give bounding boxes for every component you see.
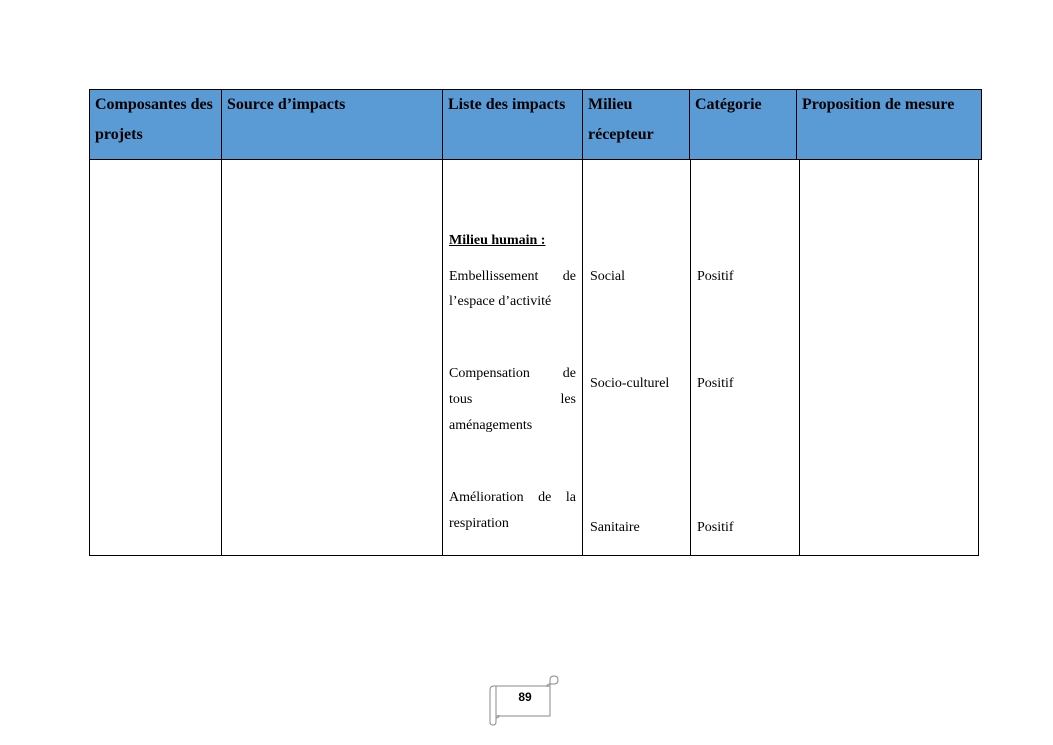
page-number-scroll xyxy=(488,672,562,726)
impact-line: l’espace d’activité xyxy=(449,294,552,309)
column-divider xyxy=(799,160,800,555)
page-number: 89 xyxy=(518,690,532,704)
column-divider xyxy=(582,160,583,555)
impact-line: aménagements xyxy=(449,418,533,433)
categorie-cell: Positif xyxy=(697,376,734,391)
impact-line: Embellissement de xyxy=(449,269,576,284)
table-header-row xyxy=(89,89,982,160)
section-heading-milieu-humain: Milieu humain : xyxy=(449,233,546,248)
header-liste-impacts: Liste des impacts xyxy=(443,90,583,159)
milieu-cell: Social xyxy=(590,269,625,284)
column-divider xyxy=(442,160,443,555)
header-composantes: Composantes des projets xyxy=(90,90,222,159)
column-divider xyxy=(221,160,222,555)
impact-line: Compensation de xyxy=(449,366,576,381)
header-proposition-mesure: Proposition de mesure xyxy=(802,96,955,113)
impact-line: tous les xyxy=(449,392,576,407)
header-source-impacts: Source d’impacts xyxy=(222,90,443,159)
milieu-cell: Socio-culturel xyxy=(590,376,670,391)
milieu-cell: Sanitaire xyxy=(590,520,640,535)
impact-line: respiration xyxy=(449,516,509,531)
categorie-cell: Positif xyxy=(697,269,734,284)
table-body xyxy=(89,160,979,556)
header-milieu-recepteur: Milieu récepteur xyxy=(583,90,690,159)
impact-line: Amélioration de la xyxy=(449,490,576,505)
header-categorie: Catégorie xyxy=(690,90,797,159)
column-divider xyxy=(690,160,691,555)
categorie-cell: Positif xyxy=(697,520,734,535)
